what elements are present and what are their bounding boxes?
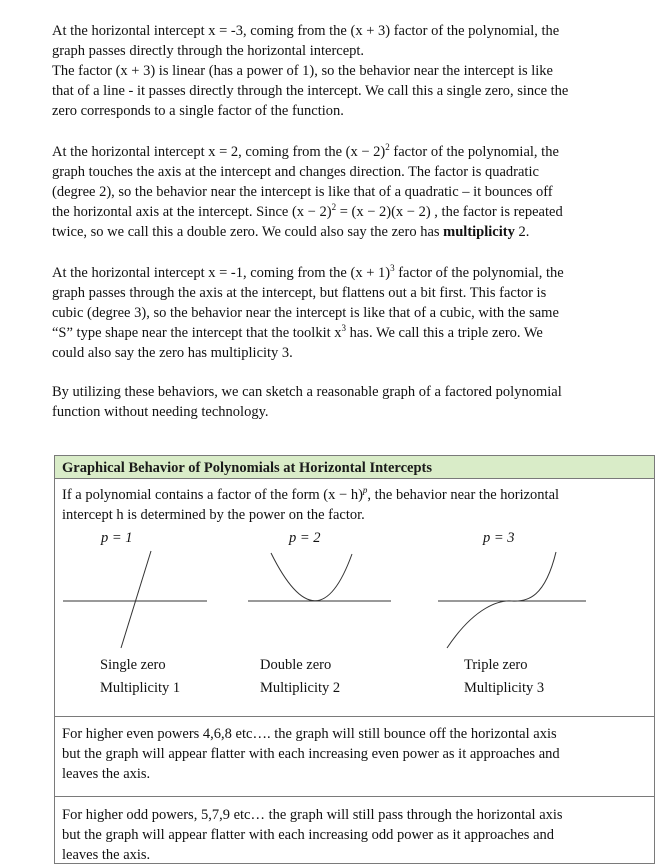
text-line: but the graph will appear flatter with each increasing odd power as it approaches and <box>62 827 555 843</box>
text-segment: factor of the polynomial, the <box>389 144 559 160</box>
caption-multiplicity-2: Multiplicity 2 <box>260 680 341 696</box>
text-segment: “S” type shape near the intercept that the toolkit x <box>52 325 342 341</box>
exponent: 2 <box>385 142 390 152</box>
text-line: zero corresponds to a single factor of the function. <box>52 103 344 119</box>
text-line: graph passes directly through the horizontal intercept. <box>52 43 365 59</box>
text-segment: the horizontal axis at the intercept. Since (x − 2) <box>52 204 332 220</box>
text-line: but the graph will appear flatter with each increasing even power as it approaches and <box>62 746 560 762</box>
paragraph-double-zero <box>52 142 632 242</box>
caption-triple-zero: Triple zero <box>464 657 528 673</box>
text-line <box>52 263 632 283</box>
exponent: p <box>362 485 368 495</box>
text-segment: factor of the polynomial, the <box>394 265 564 281</box>
text-line: intercept h is determined by the power on the factor. <box>62 507 365 523</box>
box-title: Graphical Behavior of Polynomials at Horizontal Intercepts <box>62 460 432 476</box>
text-line: For higher even powers 4,6,8 etc…. the graph will still bounce off the horizontal axis <box>62 726 557 742</box>
text-segment: twice, so we call this a double zero. We could also say the zero has <box>52 224 444 240</box>
text-line <box>52 222 632 242</box>
text-line: leaves the axis. <box>62 766 151 782</box>
divider <box>55 796 654 797</box>
bold-term-multiplicity: multiplicity <box>443 224 515 240</box>
text-line: For higher odd powers, 5,7,9 etc… the graph will still pass through the horizontal axis <box>62 807 563 823</box>
text-segment: has. We call this a triple zero. We <box>346 325 543 341</box>
text-line: cubic (degree 3), so the behavior near the intercept is like that of a cubic, with the same <box>52 305 559 321</box>
text-line: function without needing technology. <box>52 404 269 420</box>
exponent: 3 <box>341 323 346 333</box>
text-line <box>52 323 632 343</box>
text-line: (degree 2), so the behavior near the intercept is like that of a quadratic – it bounces off <box>52 184 553 200</box>
exponent: 3 <box>390 263 395 273</box>
text-segment: At the horizontal intercept x = 2, coming from the (x − 2) <box>52 144 386 160</box>
p-label-2: p = 2 <box>289 530 321 546</box>
caption-single-zero: Single zero <box>100 657 166 673</box>
text-segment: 2. <box>514 224 530 240</box>
text-segment: , the behavior near the horizontal <box>367 487 560 503</box>
odd-powers-note <box>62 805 642 865</box>
text-line: The factor (x + 3) is linear (has a power of 1), so the behavior near the intercept is like <box>52 63 553 79</box>
paragraph-single-zero <box>52 21 632 121</box>
text-line <box>52 142 632 162</box>
paragraph-triple-zero <box>52 263 632 363</box>
divider <box>55 716 654 717</box>
p-label-1: p = 1 <box>101 530 133 546</box>
text-segment: At the horizontal intercept x = -1, coming from the (x + 1) <box>52 265 391 281</box>
caption-double-zero: Double zero <box>260 657 332 673</box>
caption-multiplicity-3: Multiplicity 3 <box>464 680 545 696</box>
text-line: graph touches the axis at the intercept and changes direction. The factor is quadratic <box>52 164 539 180</box>
p-label-3: p = 3 <box>483 530 515 546</box>
paragraph-summary <box>52 382 632 422</box>
text-line: could also say the zero has multiplicity 3. <box>52 345 293 361</box>
text-line <box>52 202 632 222</box>
text-line <box>62 485 642 505</box>
text-line: graph passes through the axis at the intercept, but flattens out a bit first. This factor is <box>52 285 547 301</box>
box-intro <box>62 485 642 525</box>
text-line: leaves the axis. <box>62 847 151 863</box>
even-powers-note <box>62 724 642 784</box>
text-segment: If a polynomial contains a factor of the form (x − h) <box>62 487 363 503</box>
exponent: 2 <box>331 202 337 212</box>
text-segment: = (x − 2)(x − 2) , the factor is repeated <box>336 204 563 220</box>
text-line: that of a line - it passes directly through the intercept. We call this a single zero, since the <box>52 83 569 99</box>
caption-multiplicity-1: Multiplicity 1 <box>100 680 181 696</box>
box-header <box>55 456 654 479</box>
text-line: At the horizontal intercept x = -3, coming from the (x + 3) factor of the polynomial, the <box>52 23 560 39</box>
text-line: By utilizing these behaviors, we can sketch a reasonable graph of a factored polynomial <box>52 384 562 400</box>
